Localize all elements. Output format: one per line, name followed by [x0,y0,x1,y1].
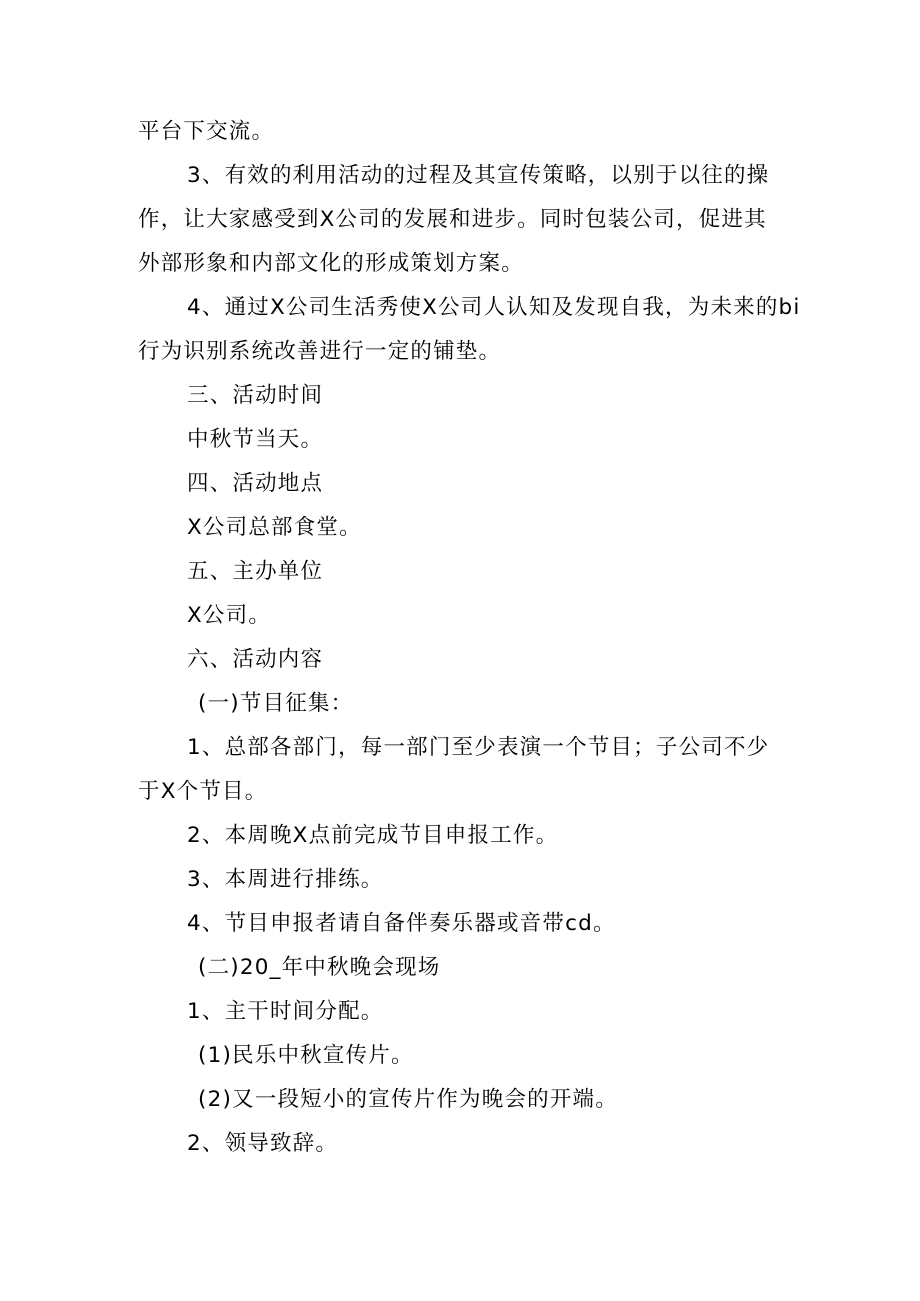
text-line: X公司总部食堂。 [187,515,362,540]
text-line: 行为识别系统改善进行一定的铺垫。 [138,339,502,364]
section-heading: 三、活动时间 [187,383,324,408]
text-line: 平台下交流。 [138,119,275,144]
text-line: 2、本周晚X点前完成节目申报工作。 [187,823,559,848]
text-line: 作，让大家感受到X公司的发展和进步。同时包装公司，促进其 [138,207,767,232]
text-line: 4、通过X公司生活秀使X公司人认知及发现自我，为未来的bi [187,295,801,320]
section-heading: 四、活动地点 [187,471,324,496]
text-line: 2、领导致辞。 [187,1131,339,1156]
text-line: 3、有效的利用活动的过程及其宣传策略，以别于以往的操 [187,163,770,188]
text-line: (2)又一段短小的宣传片作为晚会的开端。 [198,1087,618,1112]
text-line: 外部形象和内部文化的形成策划方案。 [138,251,524,276]
text-line: 3、本周进行排练。 [187,867,384,892]
text-line: 1、总部各部门，每一部门至少表演一个节目；子公司不少 [187,735,770,760]
text-line: 1、主干时间分配。 [187,999,384,1024]
text-line: (1)民乐中秋宣传片。 [198,1043,414,1068]
section-heading: 六、活动内容 [187,647,324,672]
text-line: X公司。 [187,603,272,628]
text-line: 于X个节目。 [138,779,268,804]
text-line: 4、节目申报者请自备伴奏乐器或音带cd。 [187,911,616,936]
subsection-heading: (二)20_年中秋晚会现场 [198,955,441,980]
text-line: 中秋节当天。 [187,427,324,452]
section-heading: 五、主办单位 [187,559,324,584]
subsection-heading: (一)节目征集： [198,691,354,716]
